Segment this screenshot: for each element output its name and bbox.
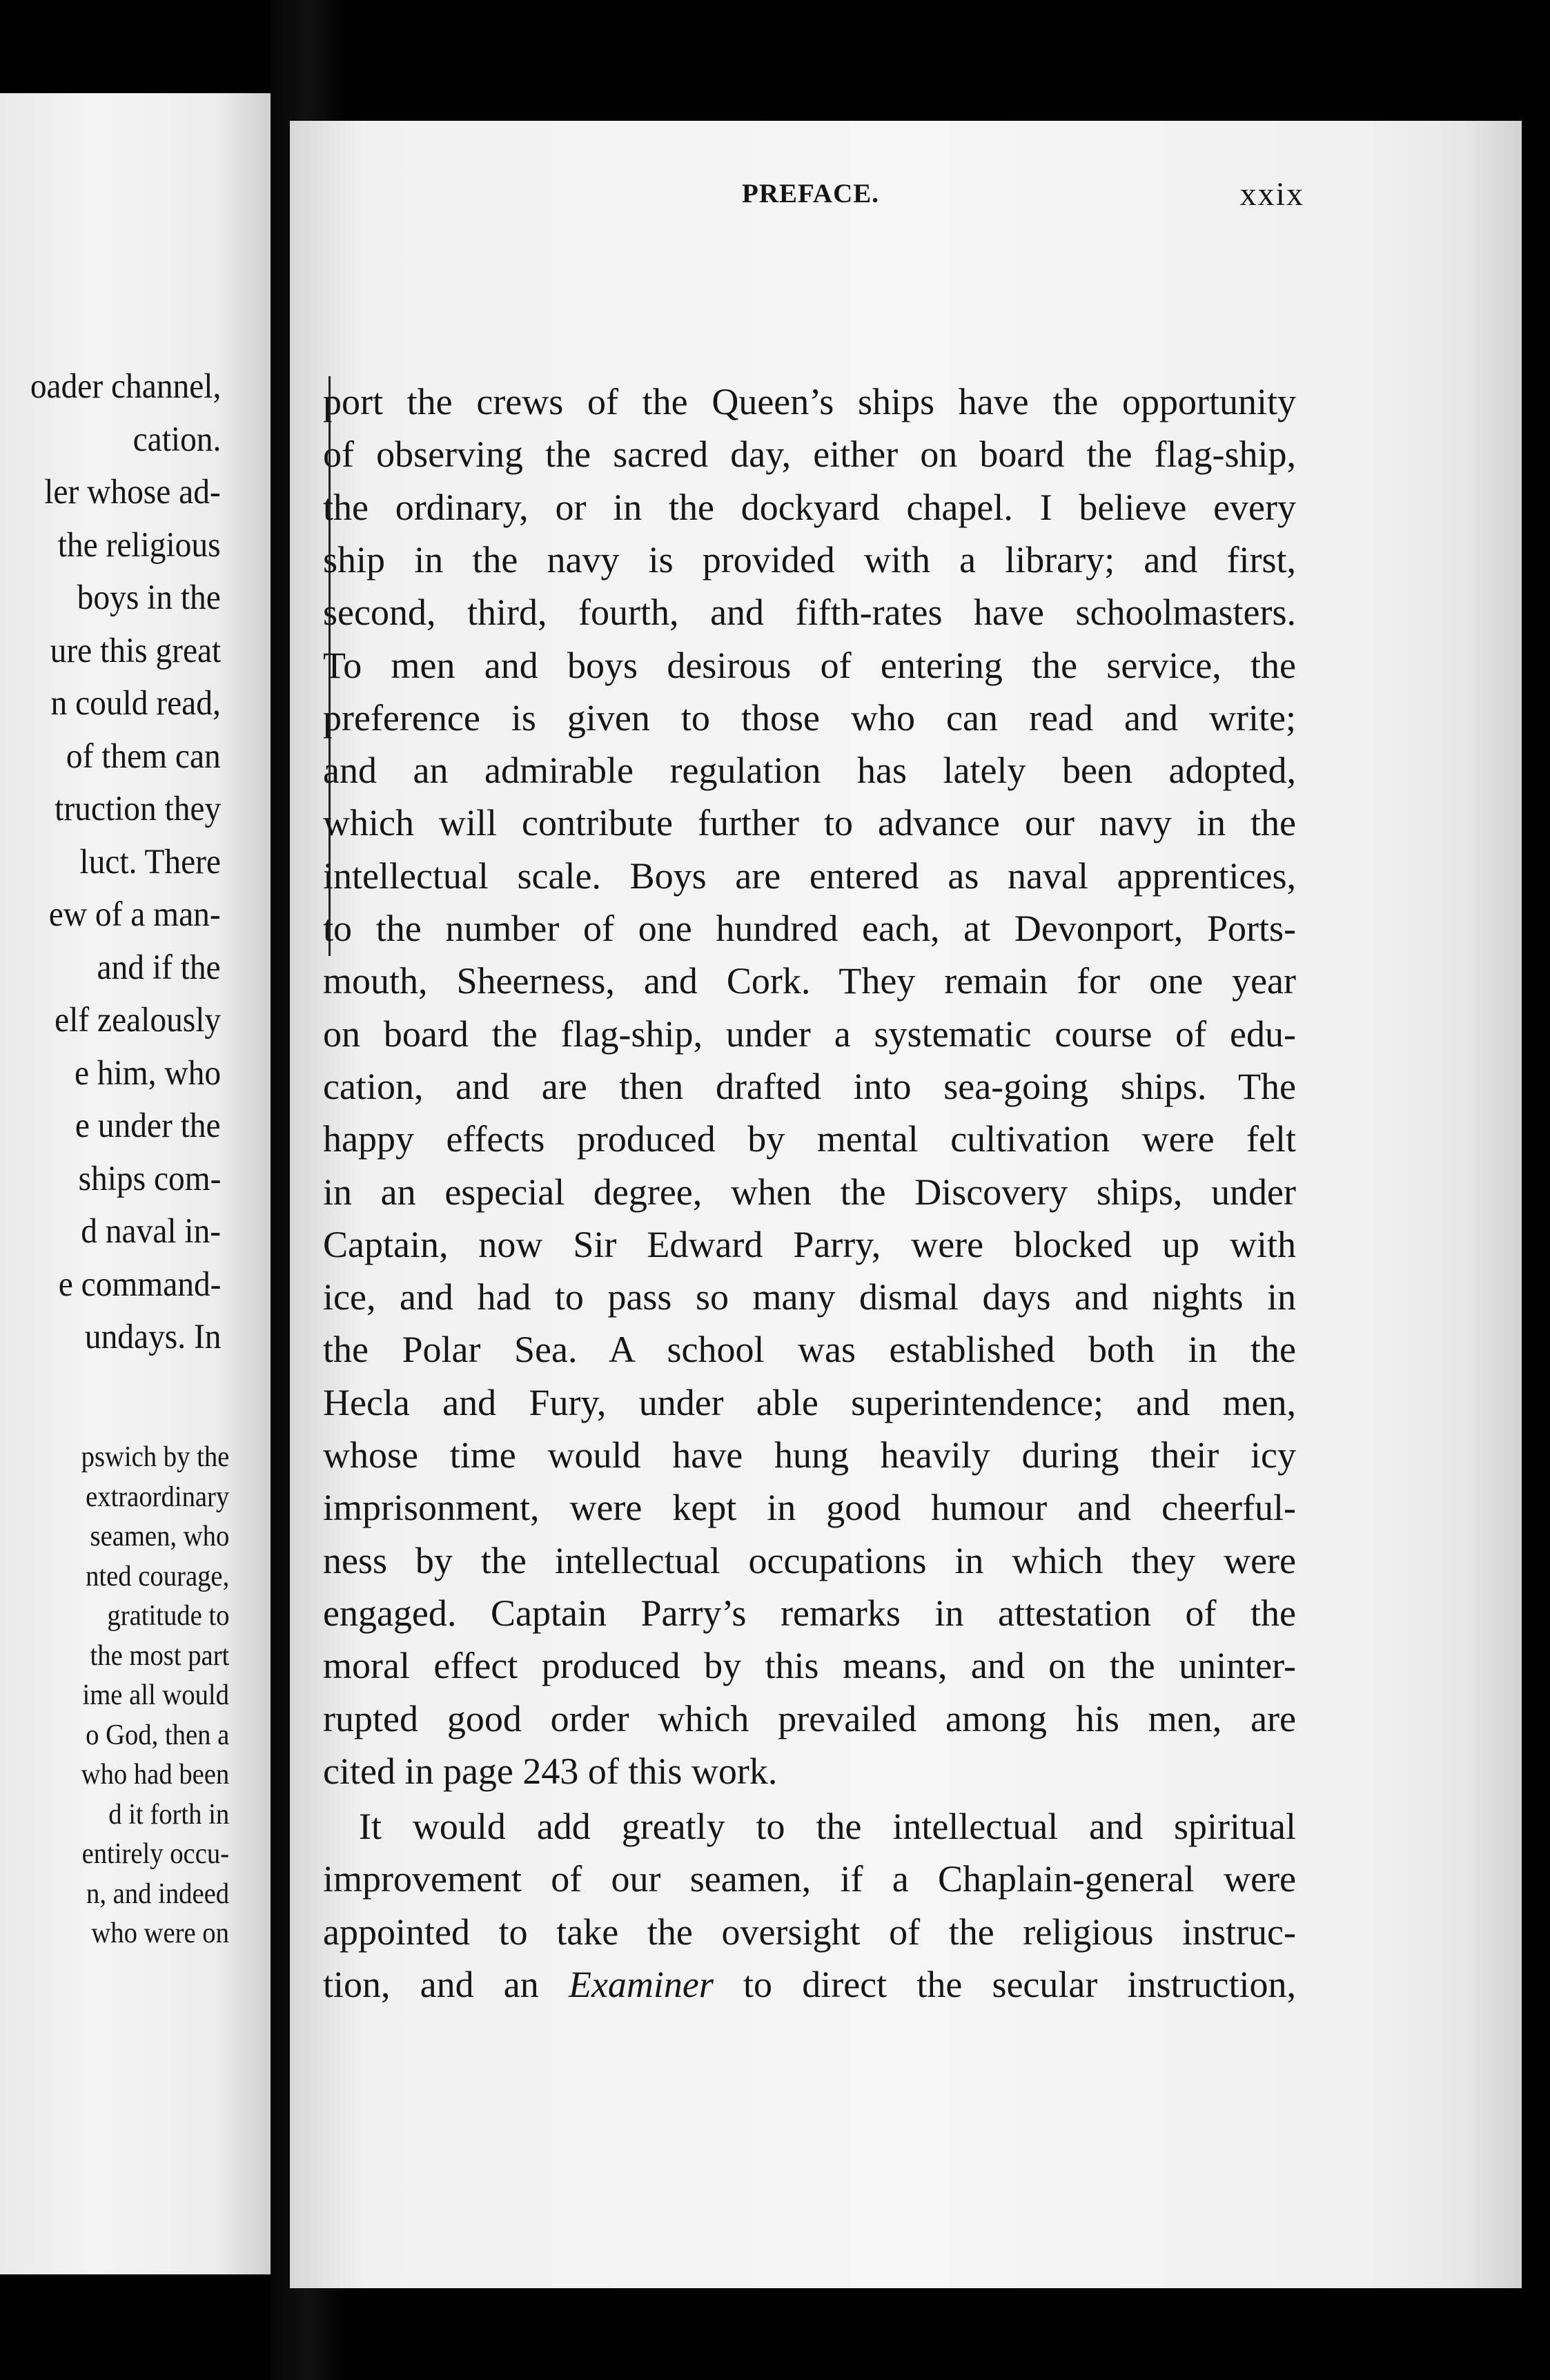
text-line: Captain, now Sir Edward Parry, were blocked up with xyxy=(323,1223,1296,1265)
text-line: which will contribute further to advance our navy in the xyxy=(323,802,1296,844)
previous-page-footnote-line: the most part xyxy=(90,1639,229,1672)
previous-page-footnote-line: gratitude to xyxy=(106,1600,229,1632)
text-line: whose time would have hung heavily during their icy xyxy=(323,1434,1296,1476)
previous-page-line: oader channel, xyxy=(30,367,221,406)
previous-page-fragment xyxy=(0,93,271,2274)
text-segment: to direct the secular instruction, xyxy=(713,1964,1296,2005)
text-line: imprisonment, were kept in good humour and cheerful- xyxy=(323,1487,1296,1529)
previous-page-line: n could read, xyxy=(50,684,221,723)
text-line: on board the flag-ship, under a systematic course of edu- xyxy=(323,1013,1296,1055)
previous-page-line: undays. In xyxy=(84,1318,221,1356)
text-line: and an admirable regulation has lately been adopted, xyxy=(323,750,1296,792)
text-line xyxy=(323,1966,1296,2003)
text-line: Hecla and Fury, under able superintendence; and men, xyxy=(323,1381,1296,1423)
text-segment: tion, and an xyxy=(323,1964,569,2005)
previous-page-footnote-line: entirely occu- xyxy=(81,1838,229,1870)
text-line: cited in page 243 of this work. xyxy=(323,1750,778,1792)
text-line: rupted good order which prevailed among his men, are xyxy=(323,1697,1296,1739)
previous-page-line: and if the xyxy=(97,948,221,987)
previous-page-line: e command- xyxy=(58,1265,221,1304)
previous-page-line: ler whose ad- xyxy=(44,473,221,511)
previous-page-line: e him, who xyxy=(74,1053,221,1093)
text-line: of observing the sacred day, either on board the flag-ship, xyxy=(323,433,1296,476)
text-line: the Polar Sea. A school was established both in the xyxy=(323,1329,1296,1371)
text-line: second, third, fourth, and fifth-rates have schoolmasters. xyxy=(323,592,1296,634)
previous-page-line: cation. xyxy=(133,420,221,459)
text-line: the ordinary, or in the dockyard chapel. I believe every xyxy=(323,486,1296,528)
previous-page-line: d naval in- xyxy=(81,1212,221,1251)
text-line: ice, and had to pass so many dismal days and nights in xyxy=(323,1276,1296,1318)
previous-page-footnote-line: seamen, who xyxy=(90,1521,229,1552)
previous-page-line: of them can xyxy=(66,737,221,776)
running-head xyxy=(304,178,1304,220)
previous-page-footnote-line: nted courage, xyxy=(85,1560,229,1592)
previous-page-line: e under the xyxy=(75,1106,221,1145)
previous-page-line: the religious xyxy=(58,525,221,565)
previous-page-footnote-line: extraordinary xyxy=(85,1481,229,1513)
text-line: improvement of our seamen, if a Chaplain-general were xyxy=(323,1858,1296,1900)
previous-page-footnote-line: who had been xyxy=(81,1759,229,1791)
previous-page-footnote-line: who were on xyxy=(91,1918,229,1949)
running-title: PREFACE. xyxy=(742,179,880,208)
previous-page-footnote-line: o God, then a xyxy=(85,1719,229,1751)
previous-page-line: elf zealously xyxy=(54,1001,221,1040)
page-edge-shading xyxy=(1370,121,1522,2288)
text-line: moral effect produced by this means, and on the uninter- xyxy=(323,1645,1296,1687)
text-line: happy effects produced by mental cultivation were felt xyxy=(323,1118,1296,1160)
previous-page-footnote-line: pswich by the xyxy=(81,1441,229,1473)
text-line: to the number of one hundred each, at Devonport, Ports- xyxy=(323,908,1296,949)
text-line: ship in the navy is provided with a library; and first, xyxy=(323,538,1296,581)
text-line: in an especial degree, when the Discovery ships, under xyxy=(323,1171,1296,1213)
text-line: mouth, Sheerness, and Cork. They remain for one year xyxy=(323,960,1296,1002)
previous-page-line: ships com- xyxy=(78,1159,221,1198)
text-line: It would add greatly to the intellectual and spiritual xyxy=(359,1806,1296,1848)
text-line: To men and boys desirous of entering the service, the xyxy=(323,644,1296,686)
page-number: xxix xyxy=(1239,176,1304,213)
previous-page-line: luct. There xyxy=(79,842,221,881)
previous-page-footnote-line: ime all would xyxy=(82,1679,229,1711)
text-line: port the crews of the Queen’s ships have the opportunity xyxy=(323,381,1296,422)
text-line: cation, and are then drafted into sea-going ships. The xyxy=(323,1065,1296,1107)
previous-page-footnote-line: n, and indeed xyxy=(86,1877,229,1910)
previous-page-line: truction they xyxy=(54,790,221,828)
text-line: engaged. Captain Parry’s remarks in attestation of the xyxy=(323,1592,1296,1634)
text-line: appointed to take the oversight of the religious instruc- xyxy=(323,1911,1296,1953)
previous-page-line: boys in the xyxy=(77,578,221,617)
previous-page-line: ew of a man- xyxy=(49,895,221,934)
previous-page-line: ure this great xyxy=(50,631,221,670)
emphasized-word: Examiner xyxy=(568,1964,714,2005)
text-line: preference is given to those who can read and write; xyxy=(323,696,1296,739)
text-line: intellectual scale. Boys are entered as naval apprentices, xyxy=(323,855,1296,897)
text-line: ness by the intellectual occupations in which they were xyxy=(323,1539,1296,1581)
previous-page-footnote-line: d it forth in xyxy=(108,1798,229,1831)
